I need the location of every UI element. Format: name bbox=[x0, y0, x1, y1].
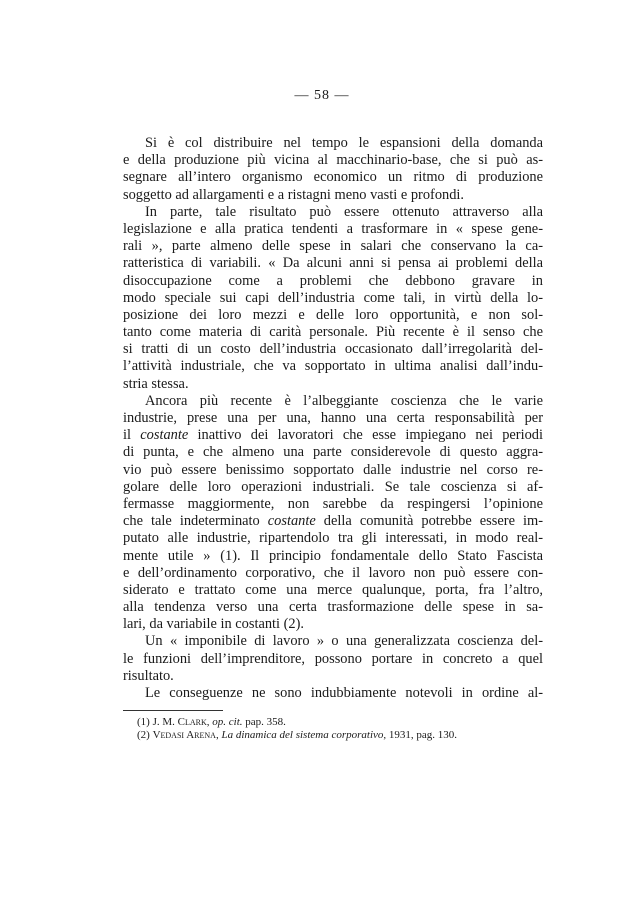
text-line: rali », parte almeno delle spese in salari che conservano la ca- bbox=[123, 238, 543, 255]
footnote-mark: (2) bbox=[137, 729, 150, 741]
footnote bbox=[137, 729, 537, 742]
footnote-title: op. cit. bbox=[212, 716, 243, 728]
emphasis: costante bbox=[140, 427, 189, 444]
text-line: che tale indeterminato costante della comunità potrebbe essere im- bbox=[123, 513, 543, 530]
text-line: segnare all’intero organismo economico un ritmo di produzione bbox=[123, 169, 543, 186]
text-line: fermasse maggiormente, non sarebbe da respingersi l’opinione bbox=[123, 495, 543, 512]
text-line: legislazione e alla pratica tendenti a trasformare in « spese gene- bbox=[123, 220, 543, 237]
footnote-mark: (1) bbox=[137, 716, 150, 728]
text-line: alla tendenza verso una certa trasformazione delle spese in sa- bbox=[123, 599, 543, 616]
text-line: Le conseguenze ne sono indubbiamente notevoli in ordine al- bbox=[145, 685, 543, 701]
text-line: l’attività industriale, che va sopportato in ultima analisi dall’indu- bbox=[123, 358, 543, 375]
footnote-author: J. M. Clark, bbox=[152, 716, 210, 728]
text-line: soggetto ad allargamenti e a ristagni meno vasti e profondi. bbox=[123, 186, 465, 203]
text-line: vio può essere benissimo sopportato dalle industrie nel corso re- bbox=[123, 461, 543, 478]
page-number: — 58 — bbox=[294, 88, 350, 103]
footnote-rest: pap. 358. bbox=[245, 716, 286, 728]
text-line: ratteristica di variabili. « Da alcuni anni si pensa ai problemi della bbox=[123, 255, 543, 272]
emphasis: costante bbox=[267, 513, 316, 530]
text-line: posizione dei loro mezzi e delle loro opportunità, e non sol- bbox=[123, 306, 543, 323]
text-line: di punta, e che almeno una parte considerevole di questo aggra- bbox=[123, 444, 543, 461]
text-line: industrie, prese una per una, hanno una certa responsabilità per bbox=[123, 410, 543, 426]
text-line: Un « imponibile di lavoro » o una generalizzata coscienza del- bbox=[145, 633, 543, 650]
text-line: disoccupazione come a problemi che debbono gravare in bbox=[123, 272, 543, 289]
footnotes bbox=[137, 716, 537, 742]
text-line: risultato. bbox=[123, 667, 174, 684]
text-line: il costante inattivo dei lavoratori che esse impiegano nei periodi bbox=[123, 427, 543, 444]
text-line: In parte, tale risultato può essere ottenuto attraverso alla bbox=[145, 203, 543, 220]
text-line: e dell’ordinamento corporativo, che il lavoro non può essere con- bbox=[123, 564, 543, 581]
text-line: Si è col distribuire nel tempo le espansioni della domanda bbox=[145, 135, 543, 151]
text-line: stria stessa. bbox=[123, 375, 189, 392]
text-line: si tratti di un costo dell’industria occasionato dall’irregolarità del- bbox=[123, 341, 543, 358]
text-line: mente utile » (1). Il principio fondamentale dello Stato Fascista bbox=[123, 547, 543, 564]
footnote-rest: 1931, pag. 130. bbox=[388, 729, 458, 741]
text-line: golare delle loro operazioni industriali. Se tale coscienza si af- bbox=[123, 478, 543, 495]
text-line: Ancora più recente è l’albeggiante coscienza che le varie bbox=[145, 392, 543, 409]
footnote bbox=[137, 716, 537, 729]
text-line: lari, da variabile in costanti (2). bbox=[123, 616, 305, 633]
footnote-author: Vedasi Arena, bbox=[152, 729, 219, 741]
text-line: e della produzione più vicina al macchinario-base, che si può as- bbox=[123, 152, 543, 169]
text-line: putato alle industrie, ripartendolo tra gli interessati, in modo real- bbox=[123, 530, 543, 547]
text-line: siderato e trattato come una merce qualunque, porta, fra l’altro, bbox=[123, 581, 543, 598]
text-line: le funzioni dell’imprenditore, possono portare in concreto a quel bbox=[123, 650, 543, 667]
text-line: tanto come materia di carità personale. Più recente è il senso che bbox=[123, 324, 543, 341]
text-line: modo speciale sui capi dell’industria come tali, in virtù della lo- bbox=[123, 289, 543, 306]
footnote-title: La dinamica del sistema corporativo, bbox=[221, 729, 387, 741]
footnote-rule bbox=[123, 710, 223, 711]
body-text bbox=[123, 135, 543, 702]
